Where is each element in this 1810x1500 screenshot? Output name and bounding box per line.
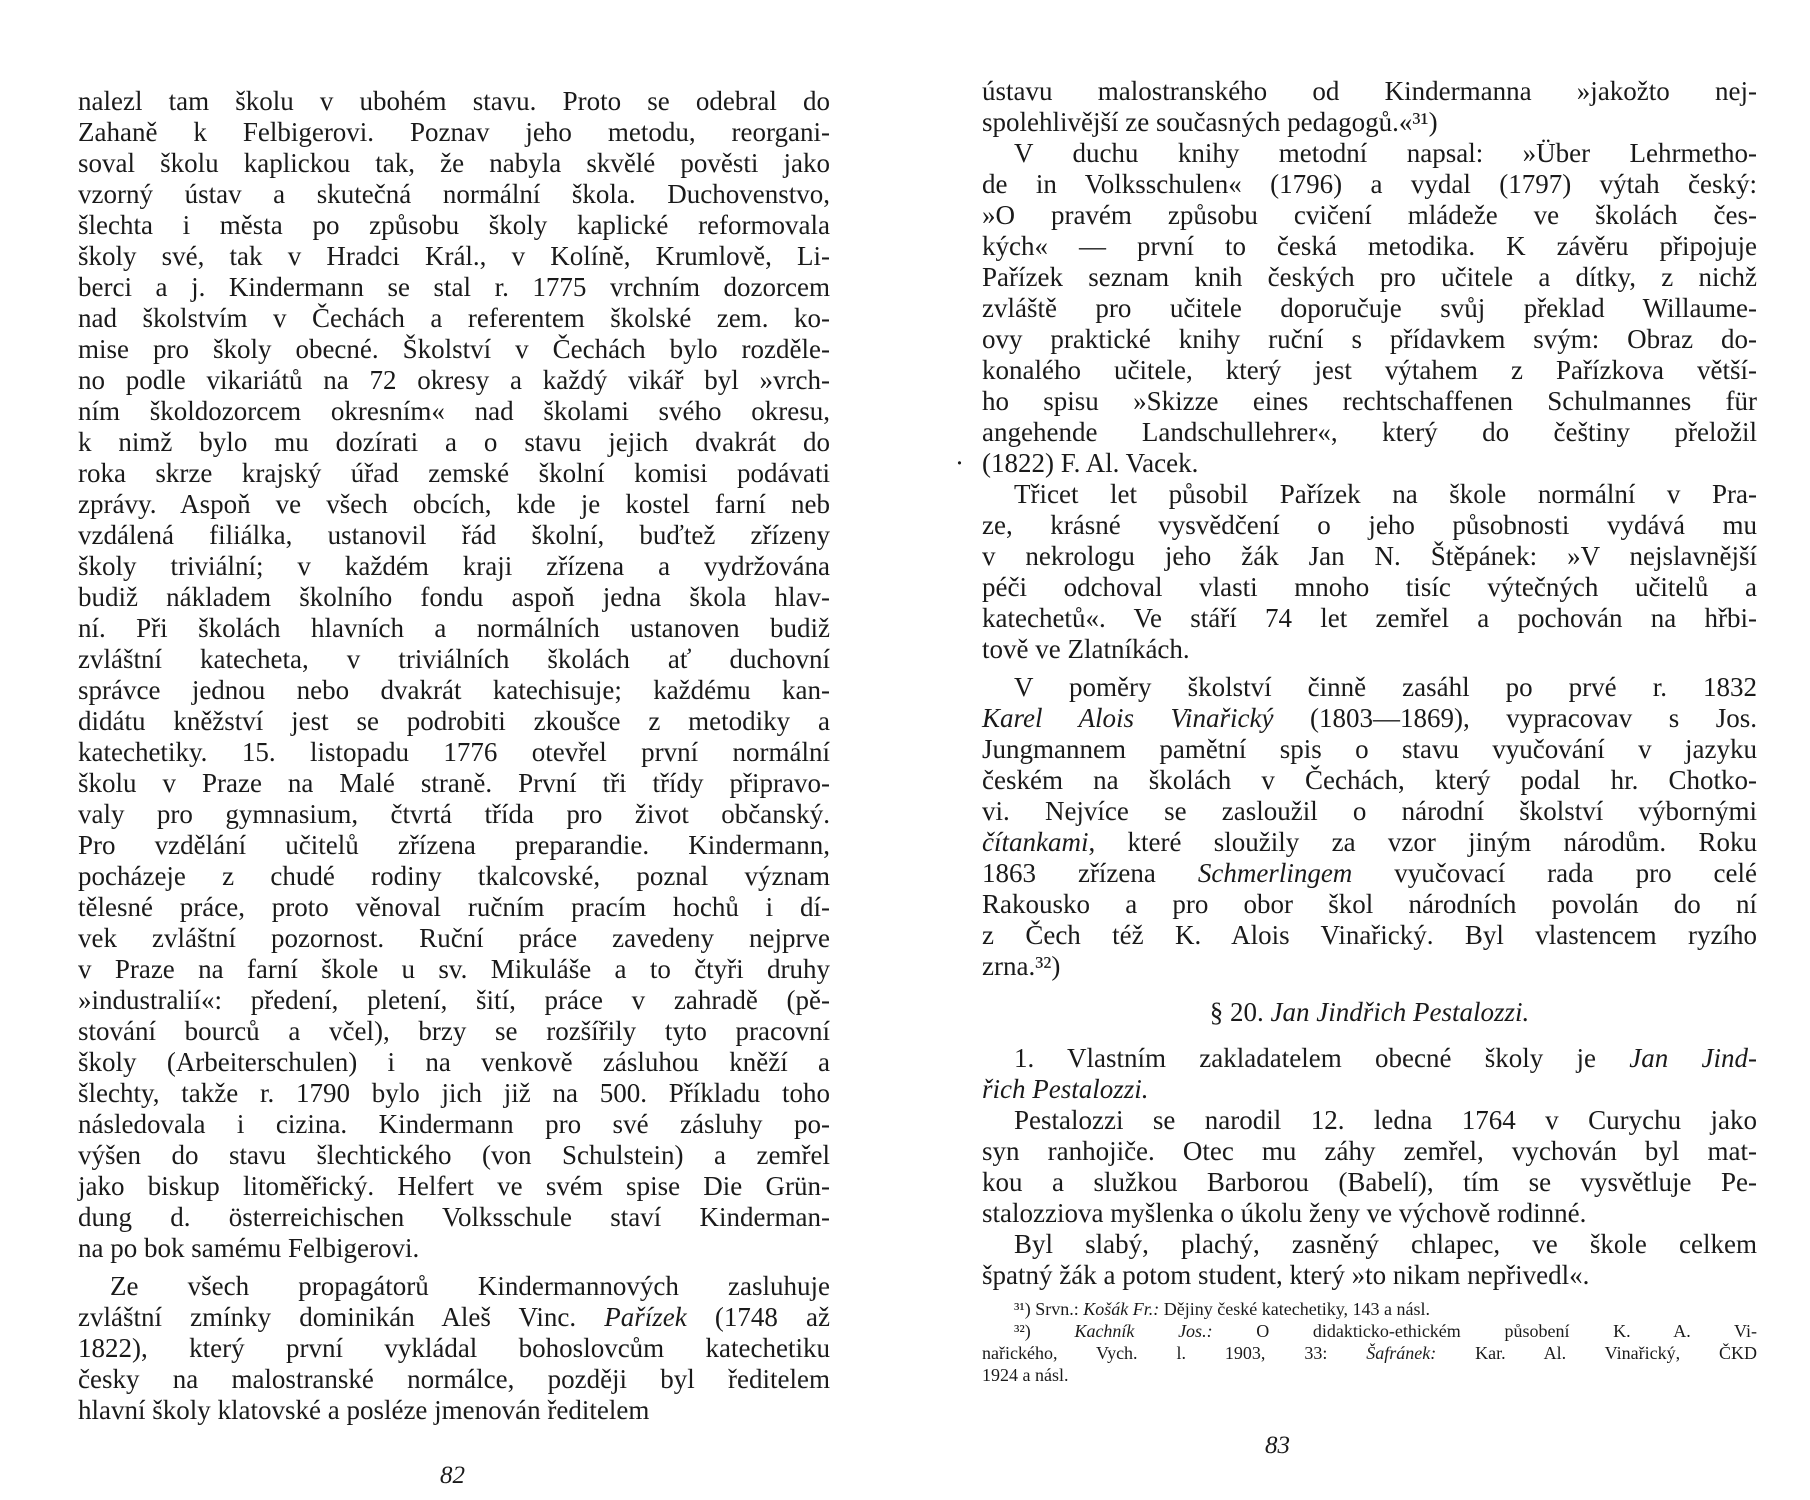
text-line: školy své, tak v Hradci Král., v Kolíně, Krumlově, Li-	[78, 241, 830, 271]
text-line: pocházeje z chudé rodiny tkalcovské, poznal význam	[78, 861, 830, 891]
text-line: de in Volksschulen« (1796) a vydal (1797) výtah český:	[982, 169, 1757, 199]
text-line: v nekrologu jeho žák Jan N. Štěpánek: »V nejslavnější	[982, 541, 1757, 571]
text-line: čítankami, které sloužily za vzor jiným národům. Roku	[982, 827, 1757, 857]
text-line: zvláštní zmínky dominikán Aleš Vinc. Pařízek (1748 až	[78, 1302, 830, 1332]
text-line: šlechty, takže r. 1790 bylo jich již na 500. Příkladu toho	[78, 1078, 830, 1108]
page-number-left: 82	[440, 1462, 465, 1489]
text-line: spolehlivější ze současných pedagogů.«³¹)	[982, 107, 1438, 137]
text-line: ním školdozorcem okresním« nad školami svého okresu,	[78, 396, 830, 426]
paragraph-gap	[78, 1264, 830, 1271]
text-line: ho spisu »Skizze eines rechtschaffenen Schulmannes für	[982, 386, 1757, 416]
text-line: vi. Nejvíce se zasloužil o národní školství výbornými	[982, 796, 1757, 826]
paragraph-gap	[982, 665, 1757, 672]
text-line: správce jednou nebo dvakrát katechisuje; každému kan-	[78, 675, 830, 705]
text-line: roka skrze krajský úřad zemské školní komisi podávati	[78, 458, 830, 488]
text-line: budiž nákladem školního fondu aspoň jedna škola hlav-	[78, 582, 830, 612]
text-line: z Čech též K. Alois Vinařický. Byl vlastencem ryzího	[982, 920, 1757, 950]
section-gap	[982, 1028, 1757, 1043]
text-line: berci a j. Kindermann se stal r. 1775 vrchním dozorcem	[78, 272, 830, 302]
text-line: Jungmannem pamětní spis o stavu vyučování v jazyku	[982, 734, 1757, 764]
text-line: zvláštní katecheta, v triviálních školách ať duchovní	[78, 644, 830, 674]
text-line: školu v Praze na Malé straně. První tři třídy připravo-	[78, 768, 830, 798]
text-line: nalezl tam školu v ubohém stavu. Proto se odebral do	[78, 86, 830, 116]
text-line: Byl slabý, plachý, zasněný chlapec, ve škole celkem	[1014, 1229, 1757, 1259]
text-line: V poměry školství činně zasáhl po prvé r. 1832	[1014, 672, 1757, 702]
text-line: šlechta i města po způsobu školy kaplické reformovala	[78, 210, 830, 240]
text-line: řich Pestalozzi.	[982, 1074, 1149, 1104]
text-line: Pro vzdělání učitelů zřízena preparandie. Kindermann,	[78, 830, 830, 860]
text-line: špatný žák a potom student, který »to nikam nepřivedl«.	[982, 1260, 1590, 1290]
text-line: českém na školách v Čechách, který podal hr. Chotko-	[982, 765, 1757, 795]
text-line: didátu kněžství jest se podrobiti zkoušce z metodiky a	[78, 706, 830, 736]
text-line: zvláště pro učitele doporučuje svůj překlad Willaume-	[982, 293, 1757, 323]
text-line: soval školu kaplickou tak, že nabyla skvělé pověsti jako	[78, 148, 830, 178]
text-line: ní. Při školách hlavních a normálních ustanoven budiž	[78, 613, 830, 643]
text-line: vek zvláštní pozornost. Ruční práce zavedeny nejprve	[78, 923, 830, 953]
footnote-gap	[982, 1291, 1757, 1298]
margin-mark: ·	[955, 448, 964, 478]
text-line: Pařízek seznam knih českých pro učitele a dítky, z nichž	[982, 262, 1757, 292]
text-line: Rakousko a pro obor škol národních povolán do ní	[982, 889, 1757, 919]
text-line: no podle vikariátů na 72 okresy a každý vikář byl »vrch-	[78, 365, 830, 395]
text-line: 1822), který první vykládal bohoslovcům katechetiku	[78, 1333, 830, 1363]
text-line: nad školstvím v Čechách a referentem školské zem. ko-	[78, 303, 830, 333]
text-line: valy pro gymnasium, čtvrtá třída pro život občanský.	[78, 799, 830, 829]
text-line: vzorný ústav a skutečná normální škola. Duchovenstvo,	[78, 179, 830, 209]
text-line: v Praze na farní škole u sv. Mikuláše a to čtyři druhy	[78, 954, 830, 984]
text-line: dung d. österreichischen Volksschule staví Kinderman-	[78, 1202, 830, 1232]
text-line: česky na malostranské normálce, později byl ředitelem	[78, 1364, 830, 1394]
text-line: kou a služkou Barborou (Babelí), tím se vysvětluje Pe-	[982, 1167, 1757, 1197]
text-line: na po bok samému Felbigerovi.	[78, 1233, 420, 1263]
text-line: jako biskup litoměřický. Helfert ve svém spise Die Grün-	[78, 1171, 830, 1201]
text-line: k nimž bylo mu dozírati a o stavu jejich dvakrát do	[78, 427, 830, 457]
text-line: »O pravém způsobu cvičení mládeže ve školách čes-	[982, 200, 1757, 230]
text-line: zrna.³²)	[982, 951, 1061, 981]
text-line: výšen do stavu šlechtického (von Schulstein) a zemřel	[78, 1140, 830, 1170]
text-line: školy triviální; v každém kraji zřízena a vydržována	[78, 551, 830, 581]
text-line: »industralií«: předení, pletení, šití, práce v zahradě (pě-	[78, 985, 830, 1015]
footnote-line: nařického, Vych. l. 1903, 33: Šafránek: Kar. Al. Vinařický, ČKD	[982, 1343, 1757, 1363]
text-line: tově ve Zlatníkách.	[982, 634, 1190, 664]
text-line: konalého učitele, který jest výtahem z Pařízkova větší-	[982, 355, 1757, 385]
text-line: Zahaně k Felbigerovi. Poznav jeho metodu, reorgani-	[78, 117, 830, 147]
text-line: následovala i cizina. Kindermann pro své zásluhy po-	[78, 1109, 830, 1139]
text-line: Karel Alois Vinařický (1803—1869), vypracovav s Jos.	[982, 703, 1757, 733]
footnote-line: 1924 a násl.	[982, 1365, 1069, 1385]
text-line: kých« — první to česká metodika. K závěru připojuje	[982, 231, 1757, 261]
text-line: mise pro školy obecné. Školství v Čechách bylo rozděle-	[78, 334, 830, 364]
page-number-right: 83	[1265, 1432, 1290, 1459]
text-line: katechetů«. Ve stáří 74 let zemřel a pochován na hřbi-	[982, 603, 1757, 633]
left-page-text	[78, 86, 830, 1426]
text-line: zprávy. Aspoň ve všech obcích, kde je kostel farní neb	[78, 489, 830, 519]
text-line: syn ranhojiče. Otec mu záhy zemřel, vychován byl mat-	[982, 1136, 1757, 1166]
text-line: hlavní školy klatovské a posléze jmenován ředitelem	[78, 1395, 650, 1425]
text-line: V duchu knihy metodní napsal: »Über Lehrmetho-	[1014, 138, 1757, 168]
text-line: 1. Vlastním zakladatelem obecné školy je Jan Jind-	[1014, 1043, 1757, 1073]
text-line: angehende Landschullehrer«, který do češtiny přeložil	[982, 417, 1757, 447]
text-line: stování bourců a včel), brzy se rozšířily tyto pracovní	[78, 1016, 830, 1046]
text-line: tělesné práce, proto věnoval ručním pracím hochů i dí-	[78, 892, 830, 922]
text-line: (1822) F. Al. Vacek. ·	[955, 448, 1199, 478]
right-page-text	[955, 76, 1757, 1386]
text-line: Pestalozzi se narodil 12. ledna 1764 v Curychu jako	[1014, 1105, 1757, 1135]
text-line: stalozziova myšlenka o úkolu ženy ve výchově rodinné.	[982, 1198, 1587, 1228]
text-line: ústavu malostranského od Kindermanna »jakožto nej-	[982, 76, 1757, 106]
text-line: péči odchoval vlasti mnoho tisíc výtečných učitelů a	[982, 572, 1757, 602]
right-page	[905, 0, 1810, 1500]
text-line: ovy praktické knihy ruční s přídavkem svým: Obraz do-	[982, 324, 1757, 354]
section-gap	[982, 982, 1757, 997]
text-line: Třicet let působil Pařízek na škole normální v Pra-	[1014, 479, 1757, 509]
text-line: školy (Arbeiterschulen) i na venkově zásluhou kněží a	[78, 1047, 830, 1077]
text-line: vzdálená filiálka, ustanovil řád školní, buďtež zřízeny	[78, 520, 830, 550]
footnote-line: ³¹) Srvn.: Košák Fr.: Dějiny české katechetiky, 143 a násl.	[1014, 1299, 1431, 1319]
footnote-line: ³²) Kachník Jos.: O didakticko-ethickém působení K. A. Vi-	[1014, 1321, 1757, 1341]
text-line: Ze všech propagátorů Kindermannových zasluhuje	[110, 1271, 830, 1301]
text-line: katechetiky. 15. listopadu 1776 otevřel první normální	[78, 737, 830, 767]
section-heading: § 20. Jan Jindřich Pestalozzi.	[1209, 997, 1530, 1027]
text-line: ze, krásné vysvědčení o jeho působnosti vydává mu	[982, 510, 1757, 540]
text-line: 1863 zřízena Schmerlingem vyučovací rada pro celé	[982, 858, 1757, 888]
